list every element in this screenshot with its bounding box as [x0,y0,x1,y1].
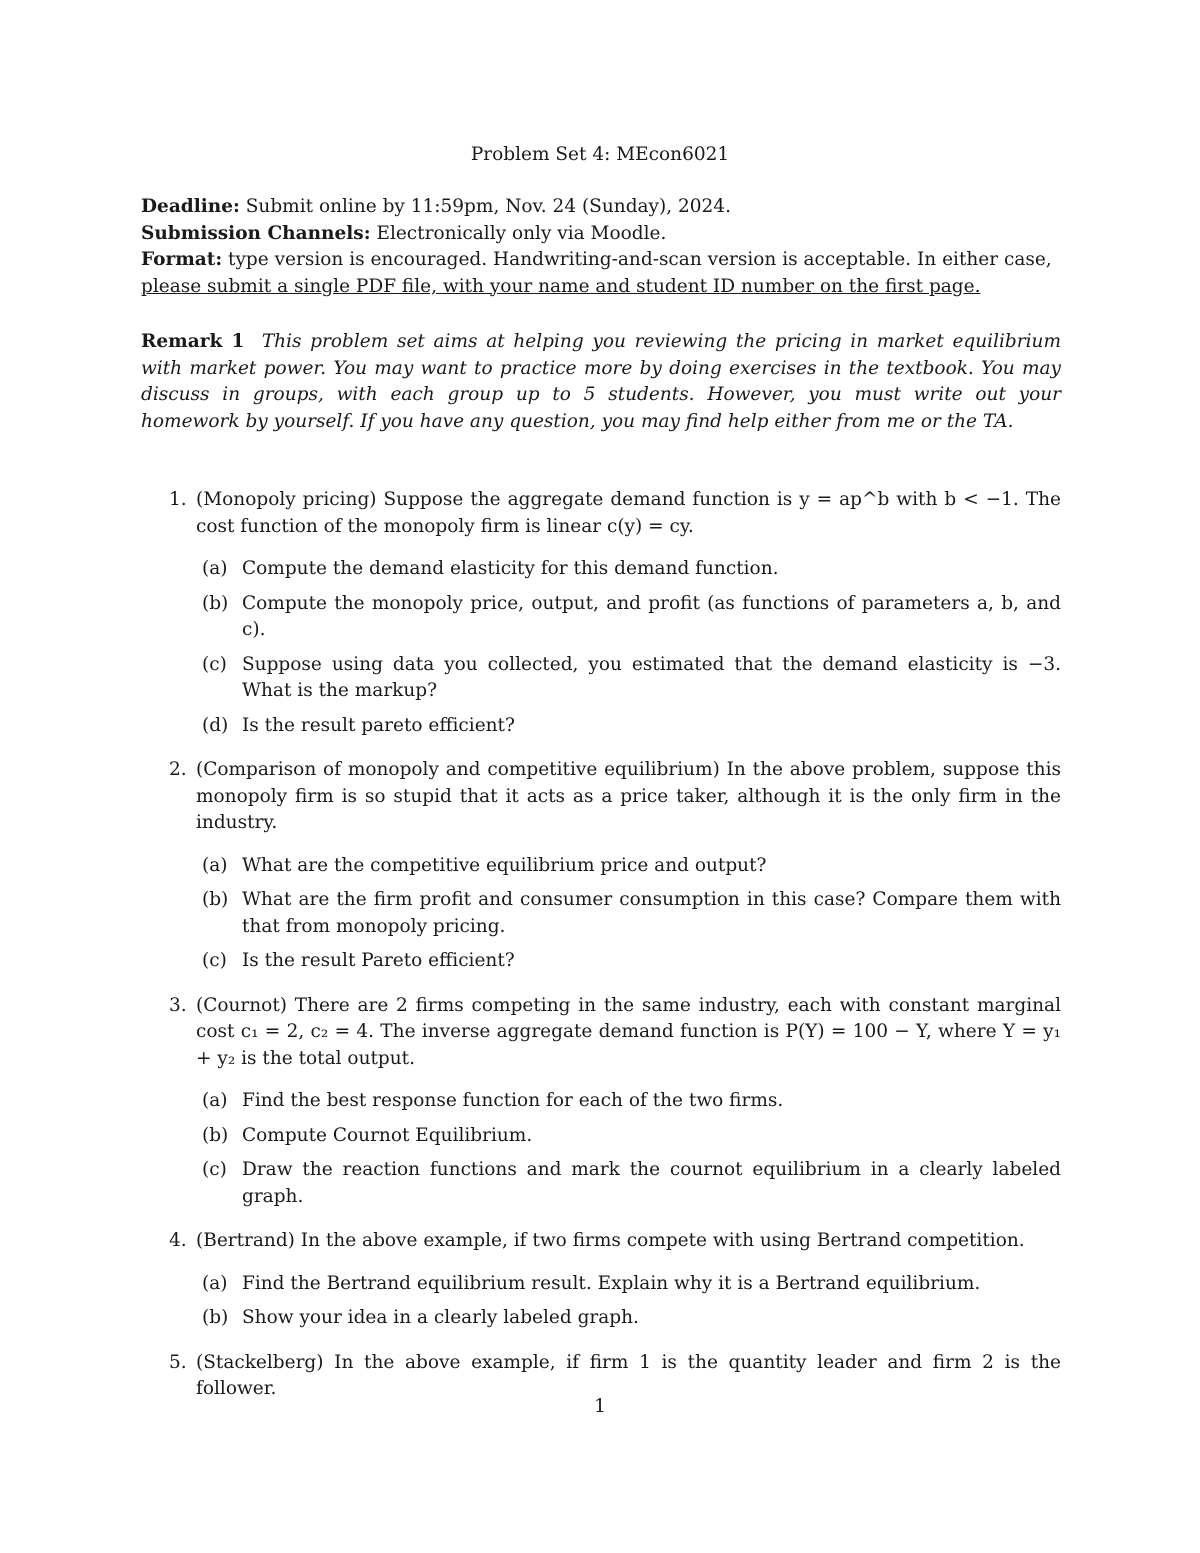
problem-5 [141,1350,1061,1403]
subquestion-text: What are the firm profit and consumer consumption in this case? Compare them with that from monopoly pricing. [242,889,1061,937]
format-text: type version is encouraged. Handwriting-and-scan version is acceptable. In either case, [228,249,1052,270]
problem-number: 5. [169,1351,187,1373]
subquestion-label: (a) [202,1272,228,1294]
subquestion-text: Draw the reaction functions and mark the cournot equilibrium in a clearly labeled graph. [242,1159,1061,1207]
deadline-label: Deadline: [141,196,240,217]
subquestion-text: Compute Cournot Equilibrium. [242,1124,533,1146]
subquestion-label: (b) [202,889,229,910]
page-number: 1 [594,1396,606,1417]
problem-number: 2. [169,759,187,780]
subquestion-label: (a) [202,854,228,876]
format-line [141,247,1061,274]
problem-3 [141,993,1061,1211]
channels-line [141,221,1061,248]
subquestion [196,948,1061,975]
format-label: Format: [141,249,223,270]
problem-number: 1. [169,489,187,510]
problem-text: (Cournot) There are 2 firms competing in the same industry, each with constant marginal cost c₁ = 2, c₂ = 4. The inverse aggregate demand function is P(Y) = 100 − Y, where Y = y₁ + y₂ is the total output. [196,994,1061,1069]
subquestion [196,1271,1061,1298]
subquestion-text: Find the best response function for each of the two firms. [242,1090,784,1111]
subquestion-text: Compute the demand elasticity for this demand function. [242,558,779,579]
problem-4 [141,1228,1061,1332]
deadline-line [141,194,1061,221]
problem-text: (Monopoly pricing) Suppose the aggregate demand function is y = ap^b with b < −1. The cost function of the monopoly firm is linear c(y) = cy. [196,489,1061,537]
subquestion [196,1157,1061,1210]
subquestion [196,1123,1061,1150]
subquestion [196,713,1061,740]
subquestion-label: (a) [202,1090,228,1111]
remark-label: Remark 1 [141,331,245,352]
problem-2 [141,757,1061,975]
format-line-2 [141,274,1061,301]
subquestion-label: (c) [202,950,227,971]
subquestion [196,887,1061,940]
subquestion-label: (b) [202,1307,229,1328]
subquestion-label: (c) [202,1159,227,1180]
document-title: Problem Set 4: MEcon6021 [470,144,730,165]
subquestion-text: Is the result Pareto efficient? [242,950,515,971]
subquestion-text: Is the result pareto efficient? [242,714,515,736]
subquestion-label: (d) [202,714,229,736]
problem-number: 3. [169,994,187,1016]
subquestion-label: (c) [202,653,227,675]
subquestion-text: Find the Bertrand equilibrium result. Explain why it is a Bertrand equilibrium. [242,1272,981,1294]
submission-info [141,194,1061,300]
subquestion-label: (a) [202,558,228,579]
subquestion [196,853,1061,880]
remark-text: This problem set aims at helping you reviewing the pricing in market equilibrium with market power. You may want to practice more by doing exercises in the textbook. You may discuss in groups, with each group up to 5 students. However, you must write out your homework by yourself. If you have any question, you may find help either from me or the TA. [141,331,1061,432]
subquestion-list [196,1088,1061,1210]
problem-text: (Stackelberg) In the above example, if firm 1 is the quantity leader and firm 2 is the follower. [196,1351,1061,1399]
remark-block [141,329,1061,435]
subquestion-label: (b) [202,592,229,614]
subquestion [196,1088,1061,1115]
subquestion-list [196,1271,1061,1332]
subquestion [196,652,1061,705]
subquestion-list [196,853,1061,975]
subquestion-text: Suppose using data you collected, you estimated that the demand elasticity is −3. What is the markup? [242,653,1061,701]
problem-text: (Comparison of monopoly and competitive equilibrium) In the above problem, suppose this monopoly firm is so stupid that it acts as a price taker, although it is the only firm in the industry. [196,759,1061,833]
subquestion [196,1305,1061,1332]
format-text-underlined: please submit a single PDF file, with your name and student ID number on the first page. [141,275,981,297]
problem-1 [141,487,1061,739]
channels-label: Submission Channels: [141,222,371,244]
subquestion-label: (b) [202,1124,229,1146]
problem-list [141,487,1061,1403]
deadline-text: Submit online by 11:59pm, Nov. 24 (Sunday), 2024. [245,196,731,217]
subquestion-list [196,556,1061,739]
subquestion [196,556,1061,583]
subquestion-text: What are the competitive equilibrium price and output? [242,854,767,876]
subquestion-text: Compute the monopoly price, output, and profit (as functions of parameters a, b, and c). [242,592,1061,640]
problem-text: (Bertrand) In the above example, if two firms compete with using Bertrand competition. [196,1230,1025,1251]
problem-number: 4. [169,1230,187,1251]
subquestion-text: Show your idea in a clearly labeled graph. [242,1307,639,1328]
channels-text: Electronically only via Moodle. [376,222,667,244]
subquestion [196,591,1061,644]
